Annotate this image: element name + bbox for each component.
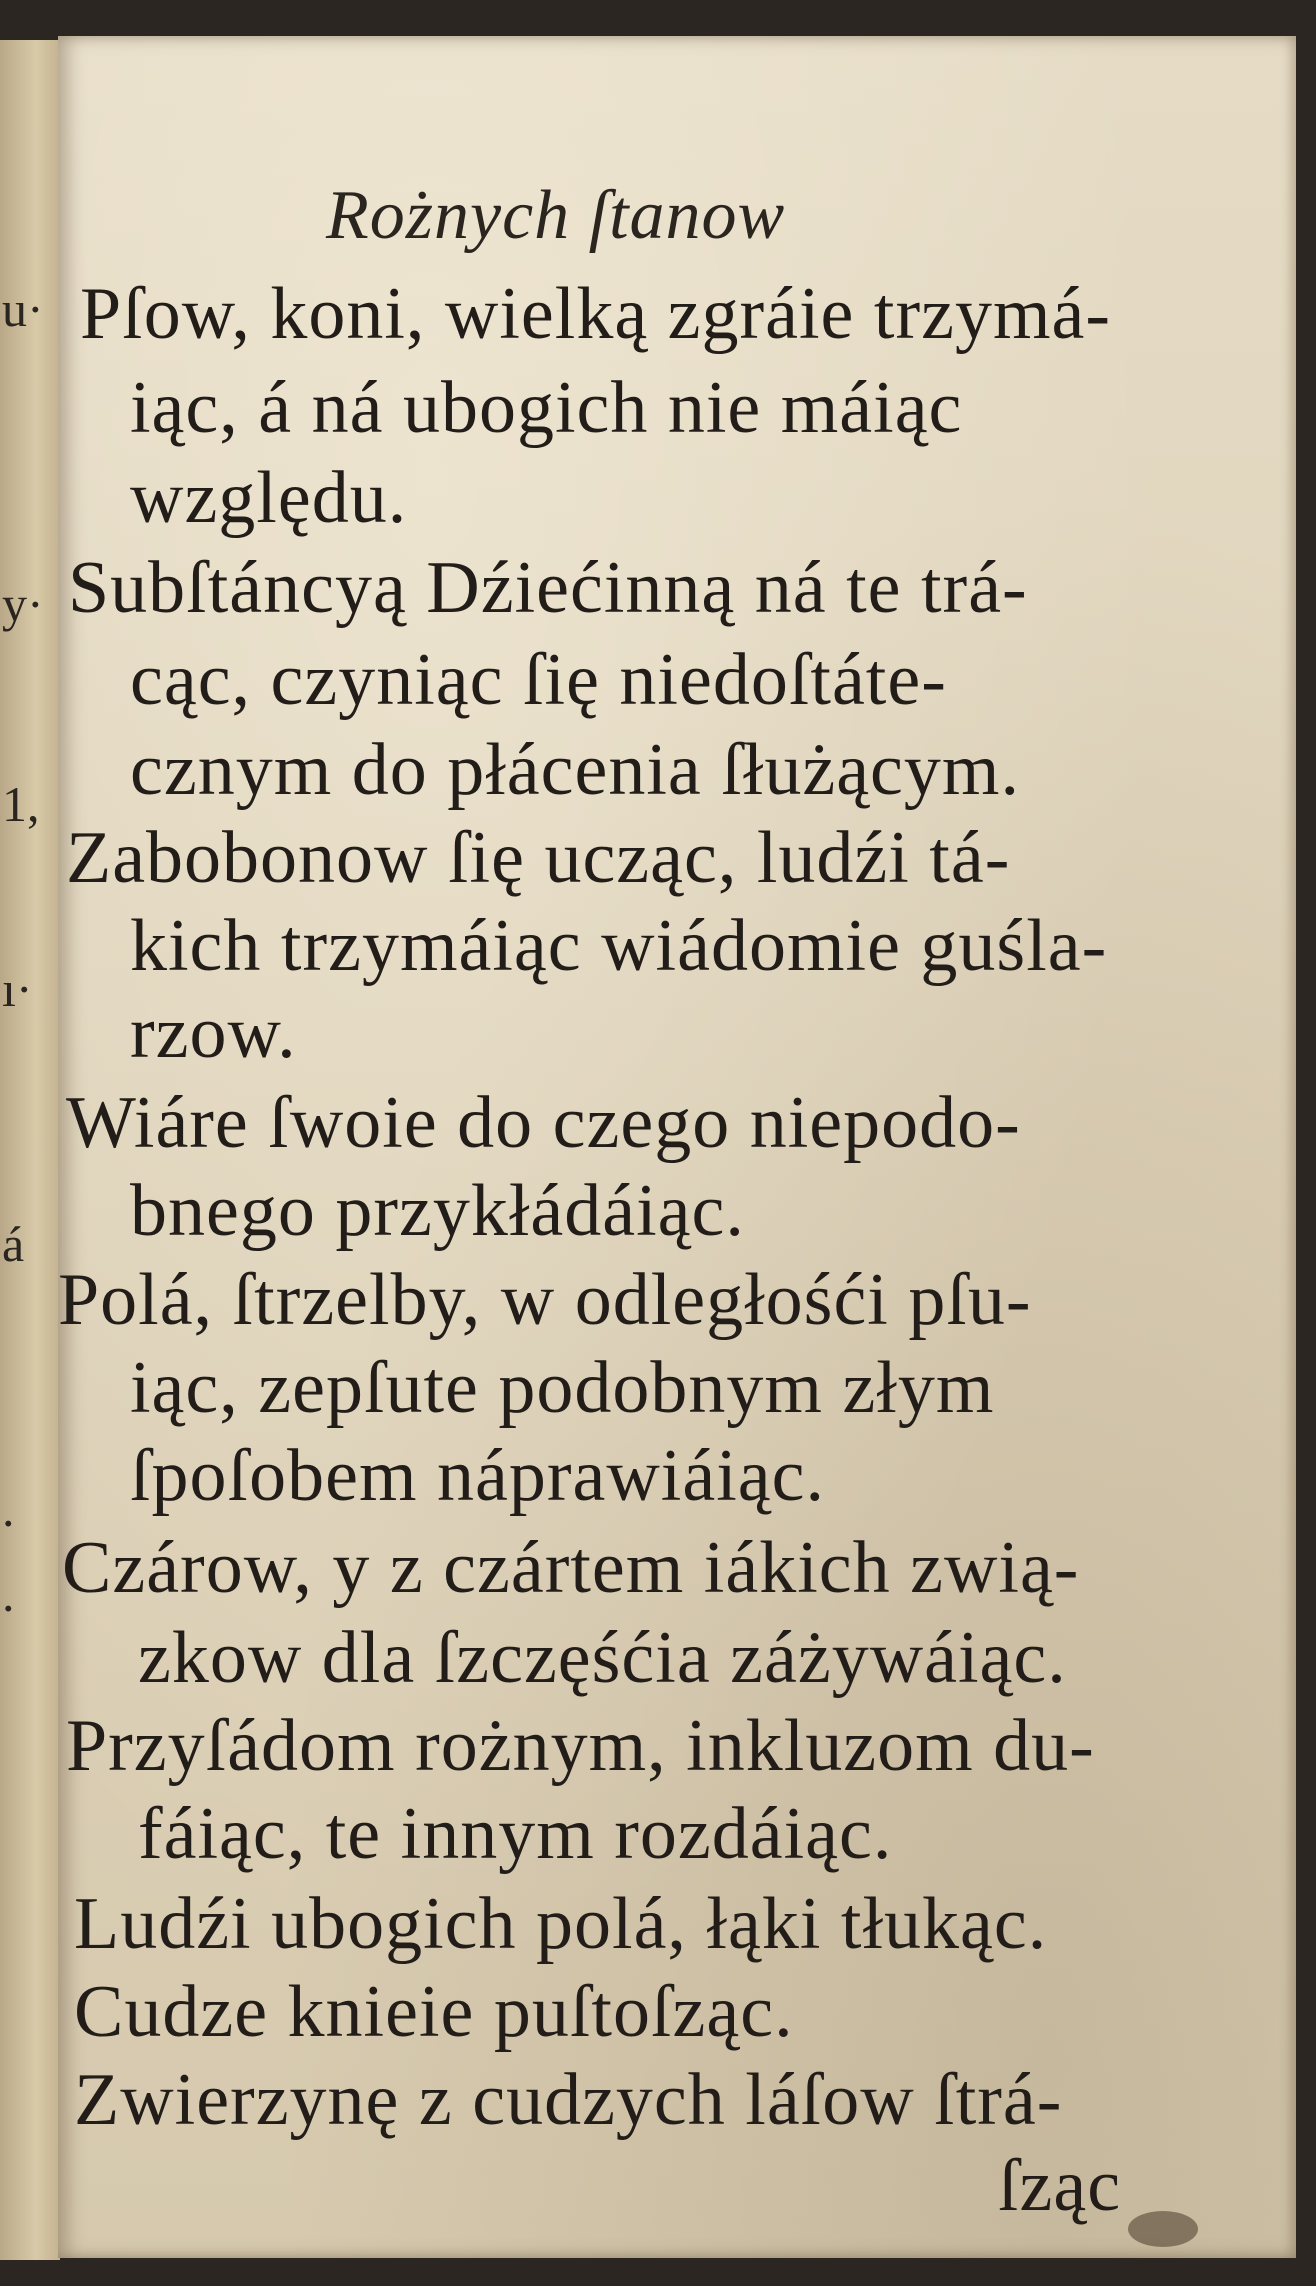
text-block [58,36,1296,2258]
text-line: względu. [130,457,408,539]
text-line: zkow dla ſzczęśćia záżywáiąc. [138,1617,1067,1699]
text-line: Pſow, koni, wielką zgráie trzymá- [80,273,1111,355]
text-line: Przyſádom rożnym, inkluzom du- [66,1705,1095,1787]
text-line: rzow. [130,992,297,1074]
margin-fragment: y· [2,576,44,632]
ink-smudge [1128,2211,1198,2247]
text-line: iąc, á ná ubogich nie máiąc [130,367,963,449]
margin-fragment: . [2,1566,15,1622]
margin-fragment: á [2,1216,25,1272]
margin-fragment: . [2,1481,15,1537]
text-line: Cudze knieie puſtoſząc. [74,1971,794,2053]
margin-fragment: ı· [2,961,33,1017]
text-line: Polá, ſtrzelby, w odległośći pſu- [58,1259,1032,1341]
text-line: bnego przykłádáiąc. [130,1170,745,1252]
book-page [58,36,1296,2258]
text-line: Subſtáncyą Dźiećinną ná te trá- [68,547,1028,629]
text-line: iąc, zepſute podobnym złym [130,1347,995,1429]
text-line: fáiąc, te innym rozdáiąc. [138,1793,893,1875]
text-line: Zabobonow ſię ucząc, ludźi tá- [66,817,1011,899]
text-line: kich trzymáiąc wiádomie guśla- [130,905,1108,987]
text-line: cznym do płácenia ſłużącym. [130,729,1020,811]
text-line: Wiáre ſwoie do czego niepodo- [66,1082,1021,1164]
margin-fragment: u· [2,281,44,337]
text-line: ſząc [998,2145,1122,2227]
running-head: Rożnych ſtanow [326,177,786,254]
text-line: ſpoſobem náprawiáiąc. [130,1435,825,1517]
text-line: Czárow, y z czártem iákich zwią- [62,1527,1080,1609]
text-line: cąc, czyniąc ſię niedoſtáte- [130,639,947,721]
margin-fragment: 1, [2,776,40,832]
text-line: Ludźi ubogich polá, łąki tłukąc. [74,1883,1048,1965]
text-line: Zwierzynę z cudzych láſow ſtrá- [74,2059,1063,2141]
previous-page-edge [0,40,60,2260]
